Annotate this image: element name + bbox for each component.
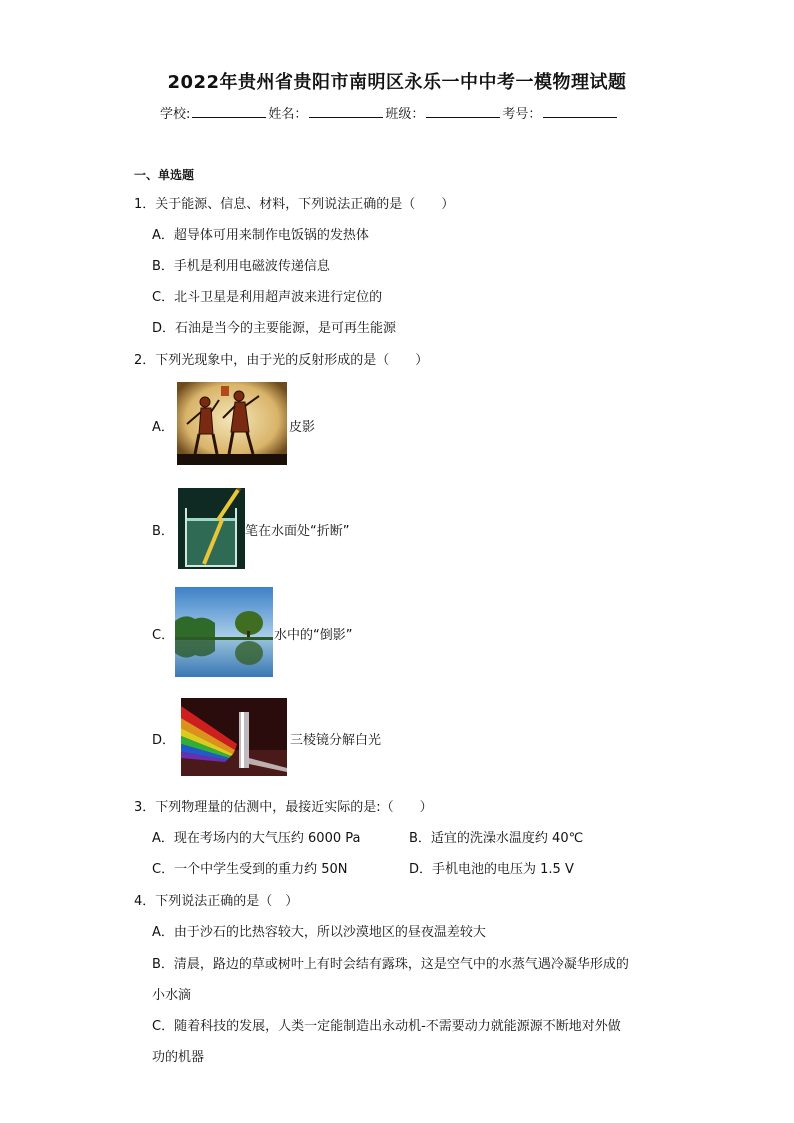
q2-option-b-text: 笔在水面处“折断” [245, 524, 350, 539]
q2-stem: 2．下列光现象中，由于光的反射形成的是（ ） [134, 353, 429, 368]
q4-option-c-line1: C．随着科技的发展，人类一定能制造出永动机-不需要动力就能源源不断地对外做 [152, 1019, 621, 1034]
q4-option-b-line1: B．清晨，路边的草或树叶上有时会结有露珠，这是空气中的水蒸气遇冷凝华形成的 [152, 957, 629, 972]
q1-stem: 1．关于能源、信息、材料，下列说法正确的是（ ） [134, 197, 455, 212]
q4-option-b-line2: 小水滴 [152, 988, 192, 1003]
q4-option-c-line2: 功的机器 [152, 1050, 205, 1065]
prism-spectrum-image [181, 698, 287, 776]
class-label: 班级： [385, 107, 425, 122]
name-blank [309, 105, 383, 118]
q2-option-a-letter: A． [152, 420, 174, 435]
school-blank [192, 105, 266, 118]
q3-option-b: B．适宜的洗澡水温度约 40℃ [409, 831, 584, 846]
q1-option-c: C．北斗卫星是利用超声波来进行定位的 [152, 290, 383, 305]
tree-reflection-image [175, 587, 273, 677]
pencil-in-water-image [178, 488, 245, 569]
shadow-puppet-image [177, 382, 287, 465]
q2-option-d-letter: D． [152, 733, 176, 748]
section-heading: 一、单选题 [134, 168, 195, 182]
q2-option-c-letter: C． [152, 628, 175, 643]
q3-stem: 3．下列物理量的估测中，最接近实际的是:（ ） [134, 800, 433, 815]
q2-option-c-text: 水中的“倒影” [274, 628, 353, 643]
q2-option-a-text: 皮影 [289, 420, 316, 435]
school-label: 学校: [160, 107, 191, 122]
number-label: 考号： [502, 107, 542, 122]
q3-option-a: A．现在考场内的大气压约 6000 Pa [152, 831, 361, 846]
q1-option-a: A．超导体可用来制作电饭锅的发热体 [152, 228, 369, 243]
class-blank [426, 105, 500, 118]
q4-option-a: A．由于沙石的比热容较大，所以沙漠地区的昼夜温差较大 [152, 925, 486, 940]
q4-stem: 4．下列说法正确的是（ ） [134, 894, 299, 909]
q1-option-b: B．手机是利用电磁波传递信息 [152, 259, 330, 274]
name-label: 姓名： [268, 107, 308, 122]
page-title: 2022年贵州省贵阳市南明区永乐一中中考一模物理试题 [167, 72, 627, 93]
q1-option-d: D．石油是当今的主要能源，是可再生能源 [152, 321, 397, 336]
q2-option-d-text: 三棱镜分解白光 [290, 733, 382, 748]
student-info-line [160, 103, 619, 122]
q2-option-b-letter: B． [152, 524, 174, 539]
q3-option-c: C．一个中学生受到的重力约 50N [152, 862, 348, 877]
number-blank [543, 105, 617, 118]
q3-option-d: D．手机电池的电压为 1.5 V [409, 862, 574, 877]
